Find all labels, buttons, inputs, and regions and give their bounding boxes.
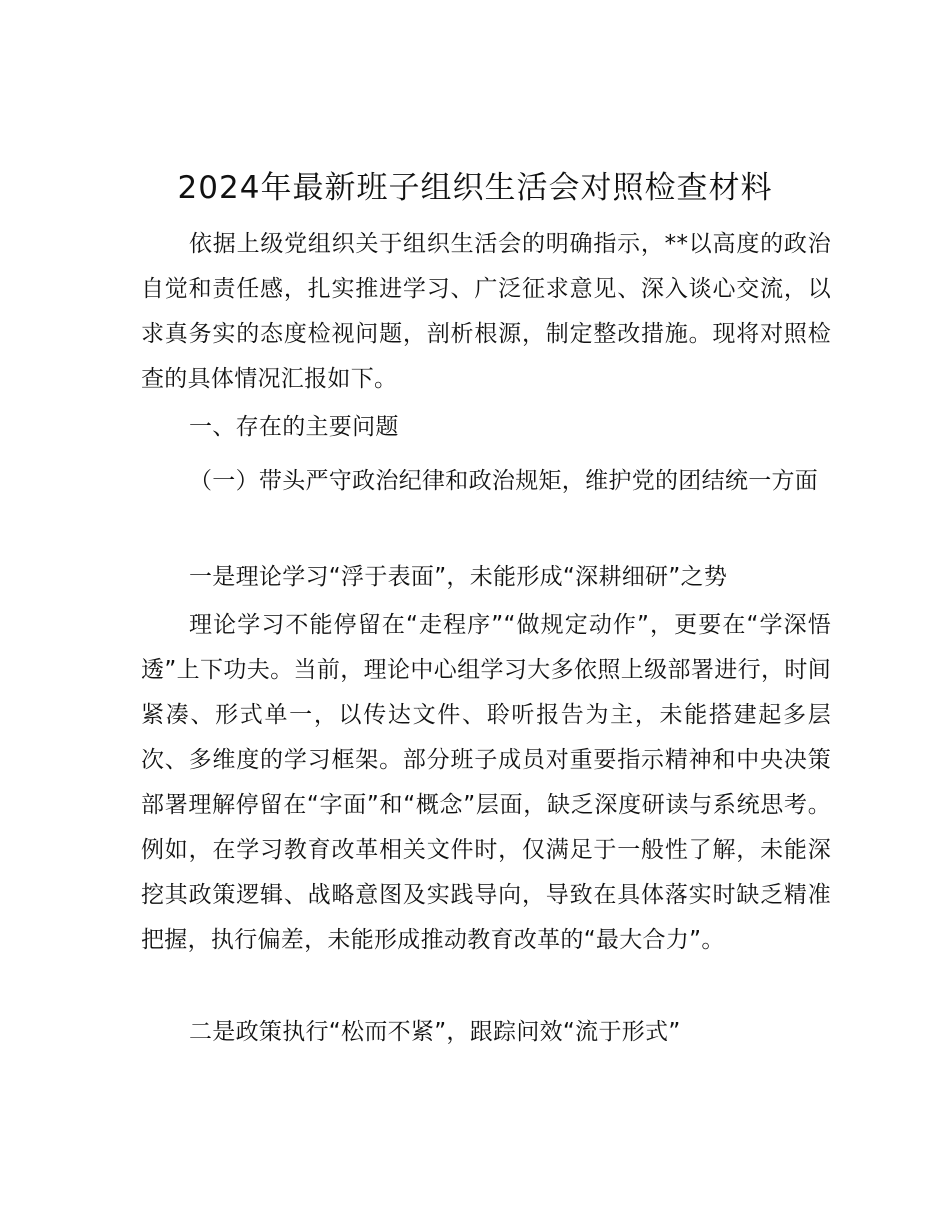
document-title: 2024年最新班子组织生活会对照检查材料: [177, 170, 773, 206]
subsection-heading-political-discipline: （一）带头严守政治纪律和政治规矩，维护党的团结统一方面: [189, 468, 819, 494]
intro-paragraph: 依据上级党组织关于组织生活会的明确指示，**以高度的政治自觉和责任感，扎实推进学习、广泛征求意见、深入谈心交流，以求真务实的态度检视问题，剖析根源，制定整改措施。现将对照检查的具体情况汇报如下。: [141, 231, 831, 392]
point-heading-theory-study: 一是理论学习“浮于表面”，未能形成“深耕细研”之势: [189, 564, 728, 590]
point-heading-policy-execution: 二是政策执行“松而不紧”，跟踪问效“流于形式”: [189, 1019, 681, 1045]
body-paragraph-theory-study: 理论学习不能停留在“走程序”“做规定动作”，更要在“学深悟透”上下功夫。当前，理论中心组学习大多依照上级部署进行，时间紧凑、形式单一，以传达文件、聆听报告为主，未能搭建起多层次、多维度的学习框架。部分班子成员对重要指示精神和中央决策部署理解停留在“字面”和“概念”层面，缺乏深度研读与系统思考。例如，在学习教育改革相关文件时，仅满足于一般性了解，未能深挖其政策逻辑、战略意图及实践导向，导致在具体落实时缺乏精准把握，执行偏差，未能形成推动教育改革的“最大合力”。: [141, 612, 831, 953]
section-heading-main-problems: 一、存在的主要问题: [189, 414, 399, 440]
